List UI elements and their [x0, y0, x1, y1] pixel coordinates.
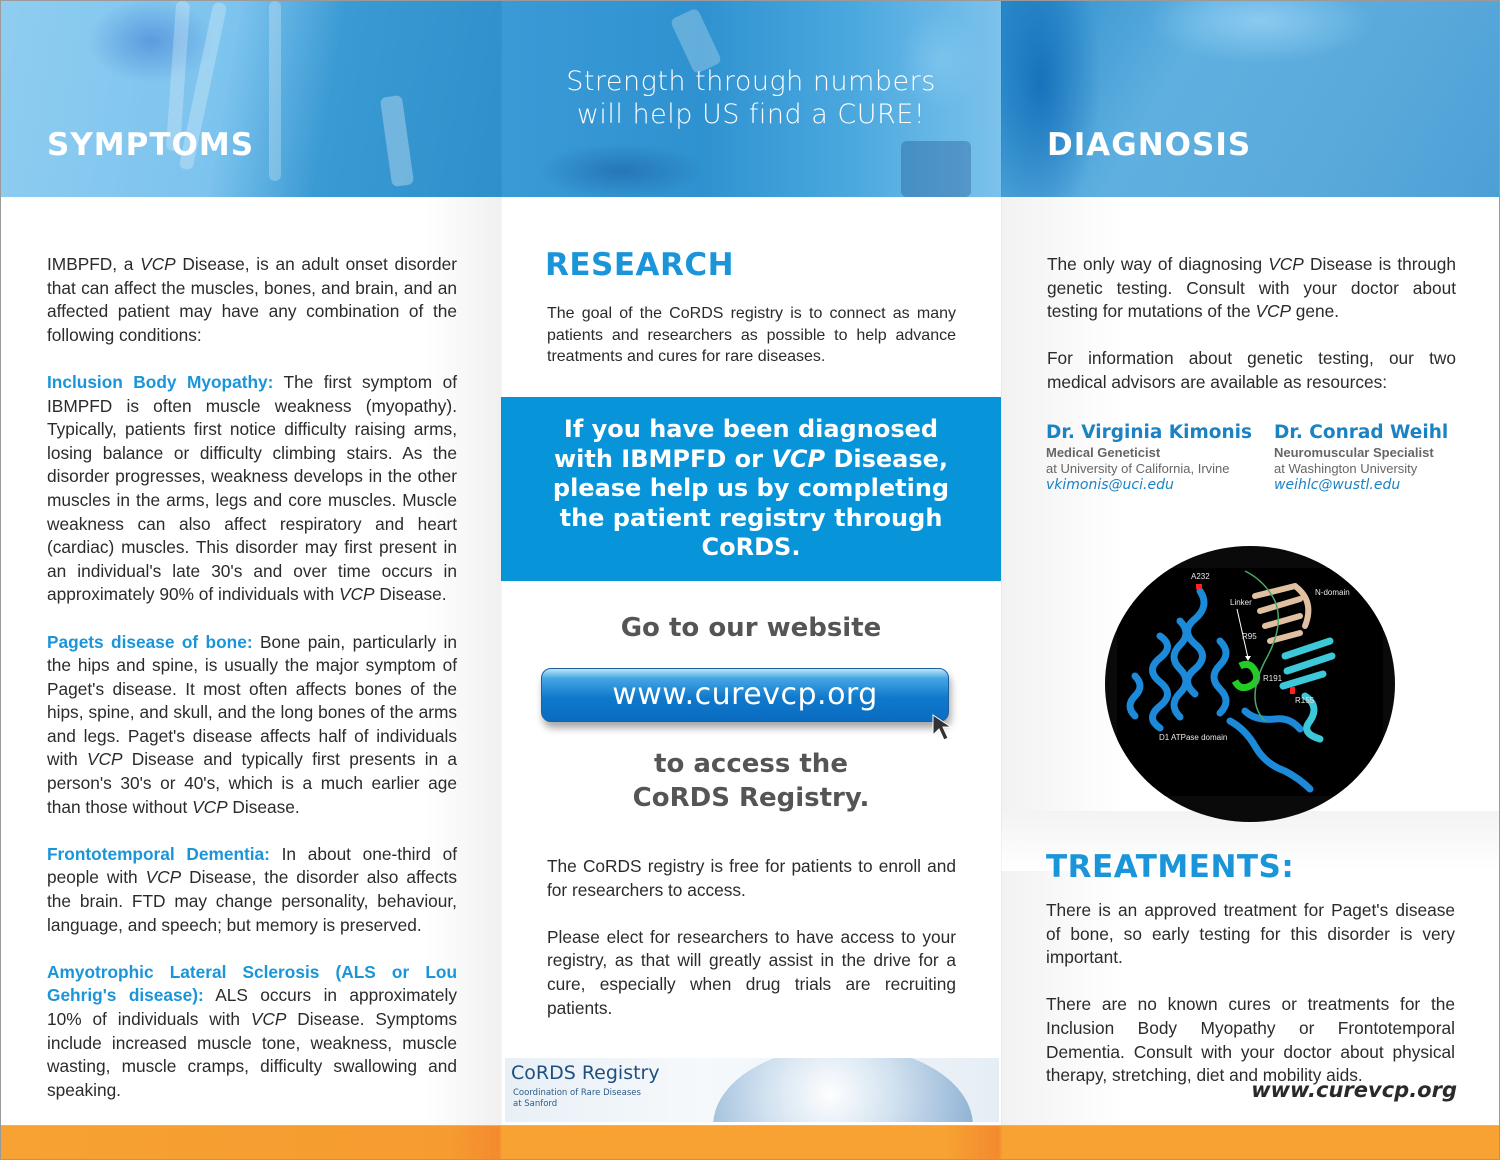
research-panel: [501, 1, 1001, 1160]
puzzle-globe-icon: [713, 1058, 973, 1122]
treatments-heading: TREATMENTS:: [1046, 849, 1295, 885]
symptoms-heading: SYMPTOMS: [47, 127, 255, 163]
condition-term: Amyotrophic Lateral Sclerosis (ALS or Lou Gehrig's disease):: [47, 961, 457, 1006]
condition-term: Inclusion Body Myopathy:: [47, 371, 274, 392]
doctor-role: Medical Geneticist: [1046, 445, 1161, 460]
condition-ftd: Frontotemporal Dementia: In about one-third of people with VCP Disease, the disorder also affects the brain. FTD may change personality, behaviour, language, and speech; but memory is preserved.: [47, 843, 457, 935]
doctor-institution: at Washington University: [1274, 461, 1418, 476]
label-r95: R95: [1242, 632, 1257, 641]
tagline: Strength through numbers will help US find a CURE!: [566, 66, 936, 130]
label-a232: A232: [1191, 572, 1210, 581]
registry-info-text: The CoRDS registry is free for patients to enroll and for researchers to access. Please elect for researchers to have access to your registry, as that will greatly assist in the drive for a cure, especially when drug trials are recruiting patients.: [547, 856, 956, 1018]
symptoms-panel: [1, 1, 501, 1160]
diagnosis-hero-image: [1001, 1, 1500, 197]
symptoms-body: [47, 253, 457, 1126]
label-n-domain: N-domain: [1315, 588, 1350, 597]
cords-registry-logo[interactable]: CoRDS Registry Coordination of Rare Diseases at Sanford: [505, 1058, 999, 1122]
label-d1-atpase: D1 ATPase domain: [1159, 733, 1228, 742]
goto-website-label: Go to our website: [620, 613, 882, 643]
condition-paget: Pagets disease of bone: Bone pain, particularly in the hips and spine, is usually the major symptom of Paget's disease. It most often affects bones of the hips, spine, and skull, and the long bones of the arms and legs. Paget's disease affects half of individuals with VCP Disease and typically first presents in a person's 30's or 40's, which is a much earlier age than those without VCP Disease.: [47, 631, 457, 817]
condition-als: Amyotrophic Lateral Sclerosis (ALS or Lou Gehrig's disease): ALS occurs in approximately 10% of individuals with VCP Disease. Symptoms include increased muscle tone, weakness, muscle wasting, muscle cramps, difficulty swallowing and speaking.: [47, 961, 458, 1100]
diagnosis-paragraph: The only way of diagnosing VCP Disease is through genetic testing. Consult with your doctor about testing for mutations of the VCP gene.: [1047, 254, 1456, 322]
label-r191: R191: [1263, 674, 1283, 683]
diagnosis-heading: DIAGNOSIS: [1047, 127, 1252, 163]
doctor-institution: at University of California, Irvine: [1046, 461, 1230, 476]
diagnosis-body: [1047, 253, 1456, 418]
protein-ribbon-icon: [1105, 546, 1395, 822]
vcp-protein-structure-image: [1105, 546, 1395, 822]
website-link-button[interactable]: www.curevcp.org: [541, 668, 949, 722]
doctor-email-link[interactable]: vkimonis@uci.edu: [1046, 477, 1174, 493]
access-registry-label: to access the CoRDS Registry.: [632, 749, 870, 813]
doctor-name: Dr. Virginia Kimonis: [1046, 422, 1252, 443]
doctor-email-link[interactable]: weihlc@wustl.edu: [1274, 477, 1401, 493]
doctor-card-weihl: [1274, 422, 1448, 493]
footer-orange-bar: [1, 1125, 1500, 1160]
doctor-role: Neuromuscular Specialist: [1274, 445, 1434, 460]
mouse-cursor-icon: [931, 713, 961, 743]
research-text: The goal of the CoRDS registry is to connect as many patients and researchers as possible to help advance treatments and cures for rare diseases.: [547, 305, 956, 365]
treatments-body: There is an approved treatment for Paget's disease of bone, so early testing for this disorder is very important. There are no known cures or treatments for the Inclusion Body Myopathy or Frontotemporal Dementia. Consult with your doctor about physical therapy, stretching, diet and mobility aids.: [1046, 900, 1455, 1086]
condition-term: Pagets disease of bone:: [47, 631, 253, 652]
label-r155: R155: [1295, 696, 1315, 705]
research-hero-image: [501, 1, 1001, 197]
doctor-name: Dr. Conrad Weihl: [1274, 422, 1449, 443]
research-heading: RESEARCH: [545, 247, 735, 283]
advisors-intro: For information about genetic testing, our two medical advisors are available as resources:: [1047, 348, 1456, 392]
symptoms-hero-image: [1, 1, 501, 197]
registry-cta-box: If you have been diagnosed with IBMPFD or VCP Disease, please help us by completing the patient registry through CoRDS.: [501, 397, 1001, 581]
doctor-card-kimonis: [1046, 422, 1252, 493]
condition-term: Frontotemporal Dementia:: [47, 843, 270, 864]
label-linker: Linker: [1230, 598, 1252, 607]
intro-paragraph: IMBPFD, a VCP Disease, is an adult onset disorder that can affect the muscles, bones, and brain, and an affected patient may have any combination of the following conditions:: [47, 254, 457, 345]
footer-website-link[interactable]: www.curevcp.org: [1251, 1078, 1457, 1102]
condition-ibm: Inclusion Body Myopathy: The first symptom of IBMPFD is often muscle weakness (myopathy). Typically, patients first notice difficulty raising arms, losing balance or difficulty climbing stairs. As the disorder progresses, weakness develops in the other muscles in the arms, legs and core muscles. Muscle weakness can also affect respiratory and heart (cardiac) muscles. This disorder may first present in an individual's late 30's and over time occurs in approximately 90% of individuals with VCP Disease.: [47, 371, 457, 605]
